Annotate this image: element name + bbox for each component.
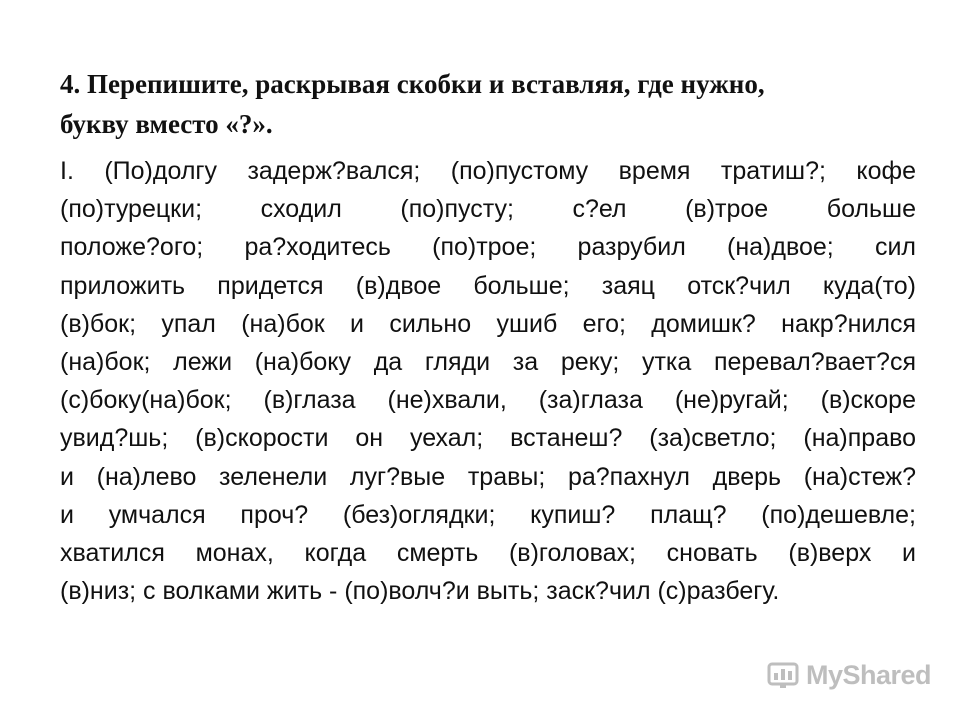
task-heading-line-2: букву вместо «?». [60, 109, 273, 139]
exercise-line: (на)бок; лежи (на)боку да гляди за реку; утка перевал?вает?ся [60, 348, 916, 377]
exercise-text [60, 152, 916, 610]
exercise-line: I. (По)долгу задерж?вался; (по)пустому время тратиш?; кофе [60, 157, 916, 185]
exercise-line: (в)низ; с волками жить - (по)волч?и выть; заск?чил (с)разбегу. [60, 577, 780, 606]
watermark-text: MyShared [806, 659, 932, 690]
exercise-line: положе?ого; ра?ходитесь (по)трое; разрубил (на)двое; сил [60, 233, 916, 262]
exercise-line: (по)турецки; сходил (по)пусту; с?ел (в)трое больше [60, 195, 916, 224]
exercise-line: и умчался проч? (без)оглядки; купиш? плащ? (по)дешевле; [60, 500, 916, 529]
exercise-line: (с)боку(на)бок; (в)глаза (не)хвали, (за)глаза (не)ругай; (в)скоре [60, 386, 916, 415]
exercise-line: и (на)лево зеленели луг?вые травы; ра?пахнул дверь (на)стеж? [60, 462, 916, 491]
exercise-line: увид?шь; (в)скорости он уехал; встанеш? (за)светло; (на)право [60, 424, 916, 453]
exercise-line: хватился монах, когда смерть (в)головах; сновать (в)верх и [60, 539, 916, 568]
task-heading [60, 64, 920, 144]
watermark [766, 655, 931, 695]
task-heading-line-1: 4. Перепишите, раскрывая скобки и вставляя, где нужно, [60, 69, 765, 99]
exercise-line: (в)бок; упал (на)бок и сильно ушиб его; домишк? накр?нился [60, 309, 916, 338]
exercise-line: приложить придется (в)двое больше; заяц отск?чил куда(то) [60, 271, 916, 300]
myshared-logo-icon [766, 658, 800, 692]
